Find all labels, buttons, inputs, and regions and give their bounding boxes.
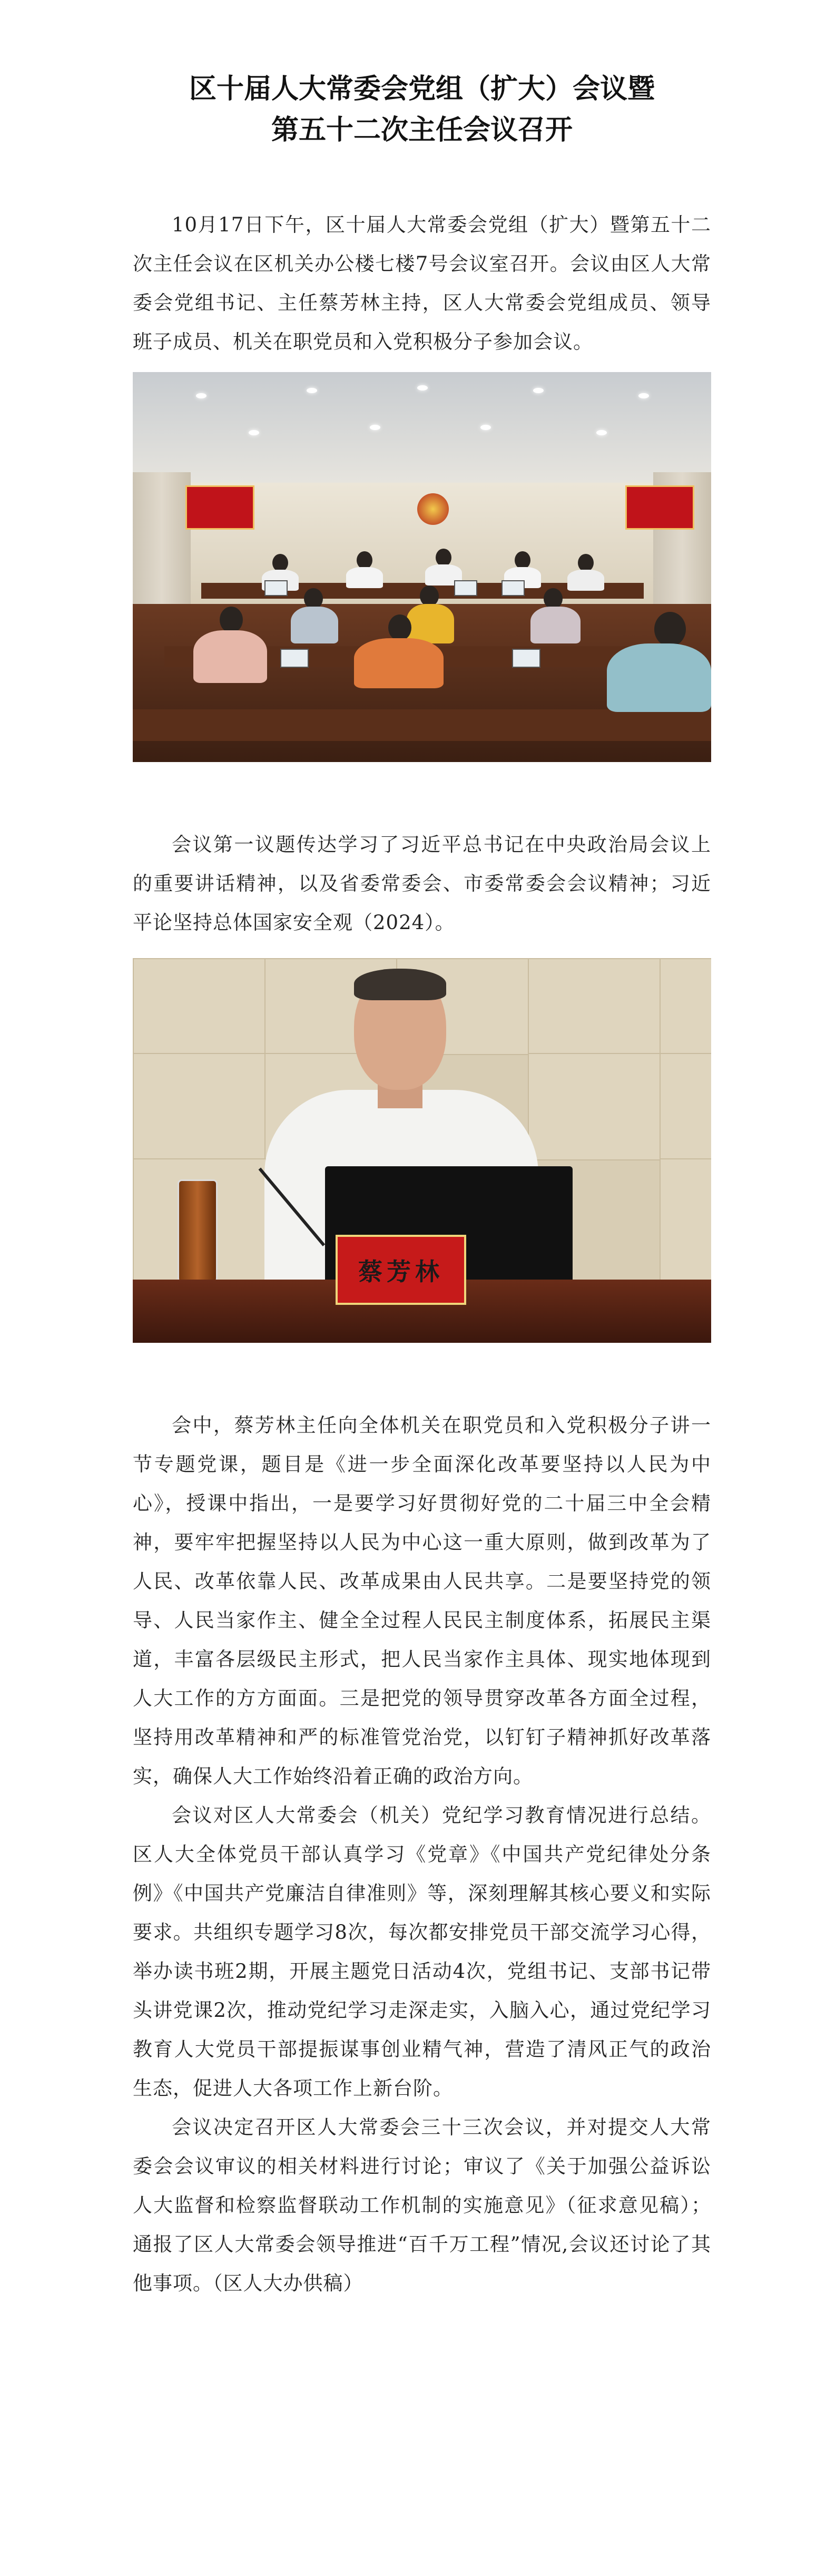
title-line-1: 区十届人大常委会党组（扩大）会议暨 bbox=[189, 73, 655, 105]
paragraph-intro: 10月17日下午，区十届人大常委会党组（扩大）暨第五十二次主任会议在区机关办公楼七楼7号会议室召开。会议由区人大常委会党组书记、主任蔡芳林主持，区人大常委会党组成员、领导班子成员、机关在职党员和入党积极分子参加会议。 bbox=[133, 213, 711, 353]
nameplate-text: 蔡芳林 bbox=[358, 1257, 444, 1286]
paragraph-first-agenda: 会议第一议题传达学习了习近平总书记在中央政治局会议上的重要讲话精神，以及省委常委会、市委常委会会议精神；习近平论坚持总体国家安全观（2024）。 bbox=[133, 833, 711, 934]
paragraph-discipline-summary: 会议对区人大常委会（机关）党纪学习教育情况进行总结。区人大全体党员干部认真学习《党章》《中国共产党纪律处分条例》《中国共产党廉洁自律准则》等，深刻理解其核心要义和实际要求。共组织专题学习8次，每次都安排党员干部交流学习心得，举办读书班2期，开展主题党日活动4次，党组书记、支部书记带头讲党课2次，推动党纪学习走深走实，入脑入心，通过党纪学习教育人大党员干部提振谋事创业精气神，营造了清风正气的政治生态，促进人大各项工作上新台阶。 bbox=[133, 1804, 711, 2100]
article-title bbox=[133, 69, 711, 151]
title-line-2: 第五十二次主任会议召开 bbox=[271, 114, 573, 146]
nameplate bbox=[336, 1235, 466, 1305]
speaker-photo bbox=[133, 958, 711, 1343]
paragraph-decisions: 会议决定召开区人大常委会三十三次会议，并对提交人大常委会会议审议的相关材料进行讨论；审议了《关于加强公益诉讼人大监督和检察监督联动工作机制的实施意见》（征求意见稿）；通报了区人大常委会领导推进“百千万工程”情况,会议还讨论了其他事项。（区人大办供稿） bbox=[133, 2116, 711, 2295]
meeting-room-photo bbox=[133, 372, 711, 762]
paragraph-party-lecture: 会中，蔡芳林主任向全体机关在职党员和入党积极分子讲一节专题党课，题目是《进一步全面深化改革要坚持以人民为中心》，授课中指出，一是要学习好贯彻好党的二十届三中全会精神，要牢牢把握坚持以人民为中心这一重大原则，做到改革为了人民、改革依靠人民、改革成果由人民共享。二是要坚持党的领导、人民当家作主、健全全过程人民民主制度体系，拓展民主渠道，丰富各层级民主形式，把人民当家作主具体、现实地体现到人大工作的方方面面。三是把党的领导贯穿改革各方面全过程，坚持用改革精神和严的标准管党治党，以钉钉子精神抓好改革落实，确保人大工作始终沿着正确的政治方向。 bbox=[133, 1414, 711, 1788]
article bbox=[133, 69, 711, 2303]
